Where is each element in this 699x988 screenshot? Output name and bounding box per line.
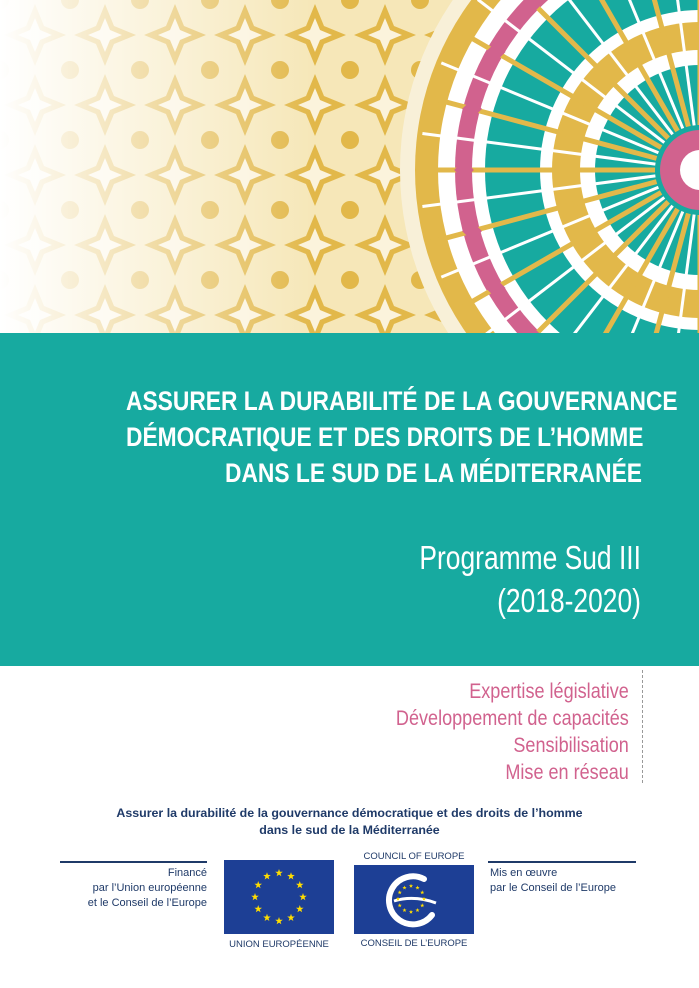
eu-star-icon	[263, 872, 271, 879]
coe-star-icon	[420, 903, 424, 907]
eu-star-icon	[254, 905, 262, 912]
funded-line: par l’Union européenne	[92, 882, 207, 894]
keyword-item: Expertise législative	[469, 680, 629, 703]
coe-star-icon	[415, 908, 419, 912]
dashed-divider	[642, 670, 643, 783]
eu-star-icon	[296, 905, 304, 912]
eu-flag-icon	[224, 860, 334, 934]
document-subtitle	[419, 536, 641, 622]
subtitle-line: Programme Sud III	[419, 539, 641, 576]
implemented-line: Mis en œuvre	[490, 867, 558, 879]
decorative-pattern-banner	[0, 0, 699, 333]
keyword-list	[396, 678, 629, 786]
coe-star-icon	[415, 886, 419, 890]
title-block	[0, 333, 699, 666]
divider-rule	[60, 861, 207, 863]
coe-star-icon	[409, 884, 413, 888]
title-line: DÉMOCRATIQUE ET DES DROITS DE L’HOMME	[126, 422, 644, 452]
coe-star-icon	[398, 890, 402, 894]
eu-star-icon	[254, 881, 262, 888]
subtitle-line: (2018-2020)	[497, 582, 641, 619]
program-name	[0, 805, 699, 839]
keyword-item: Développement de capacités	[396, 707, 629, 730]
eu-star-icon	[275, 917, 283, 924]
program-name-line: dans le sud de la Méditerranée	[259, 823, 440, 837]
coe-star-icon	[409, 910, 413, 914]
funded-line: Financé	[167, 867, 207, 879]
keyword-item: Mise en réseau	[505, 761, 629, 784]
keyword-item: Sensibilisation	[513, 734, 629, 757]
eu-star-icon	[287, 872, 295, 879]
coe-star-icon	[398, 903, 402, 907]
coe-star-icon	[402, 886, 406, 890]
eu-star-icon	[263, 914, 271, 921]
eu-caption: UNION EUROPÉENNE	[229, 939, 329, 950]
document-title	[126, 383, 678, 491]
implemented-by-text	[490, 866, 650, 896]
coe-caption-en: COUNCIL OF EUROPE	[363, 851, 465, 862]
coe-star-icon	[420, 890, 424, 894]
coe-caption-fr: CONSEIL DE L’EUROPE	[360, 938, 468, 949]
eu-star-icon	[251, 893, 259, 900]
eu-star-icon	[287, 914, 295, 921]
eu-star-icon	[299, 893, 307, 900]
title-line: ASSURER LA DURABILITÉ DE LA GOUVERNANCE	[126, 386, 678, 416]
coe-star-icon	[402, 908, 406, 912]
program-name-line: Assurer la durabilité de la gouvernance démocratique et des droits de l’homme	[116, 806, 583, 820]
eu-star-icon	[275, 869, 283, 876]
implemented-line: par le Conseil de l’Europe	[490, 882, 616, 894]
funded-line: et le Conseil de l’Europe	[87, 897, 207, 909]
funded-by-text	[60, 866, 207, 911]
council-of-europe-logo-icon	[354, 865, 474, 934]
title-line: DANS LE SUD DE LA MÉDITERRANÉE	[224, 458, 642, 488]
eu-star-icon	[296, 881, 304, 888]
divider-rule	[488, 861, 636, 863]
